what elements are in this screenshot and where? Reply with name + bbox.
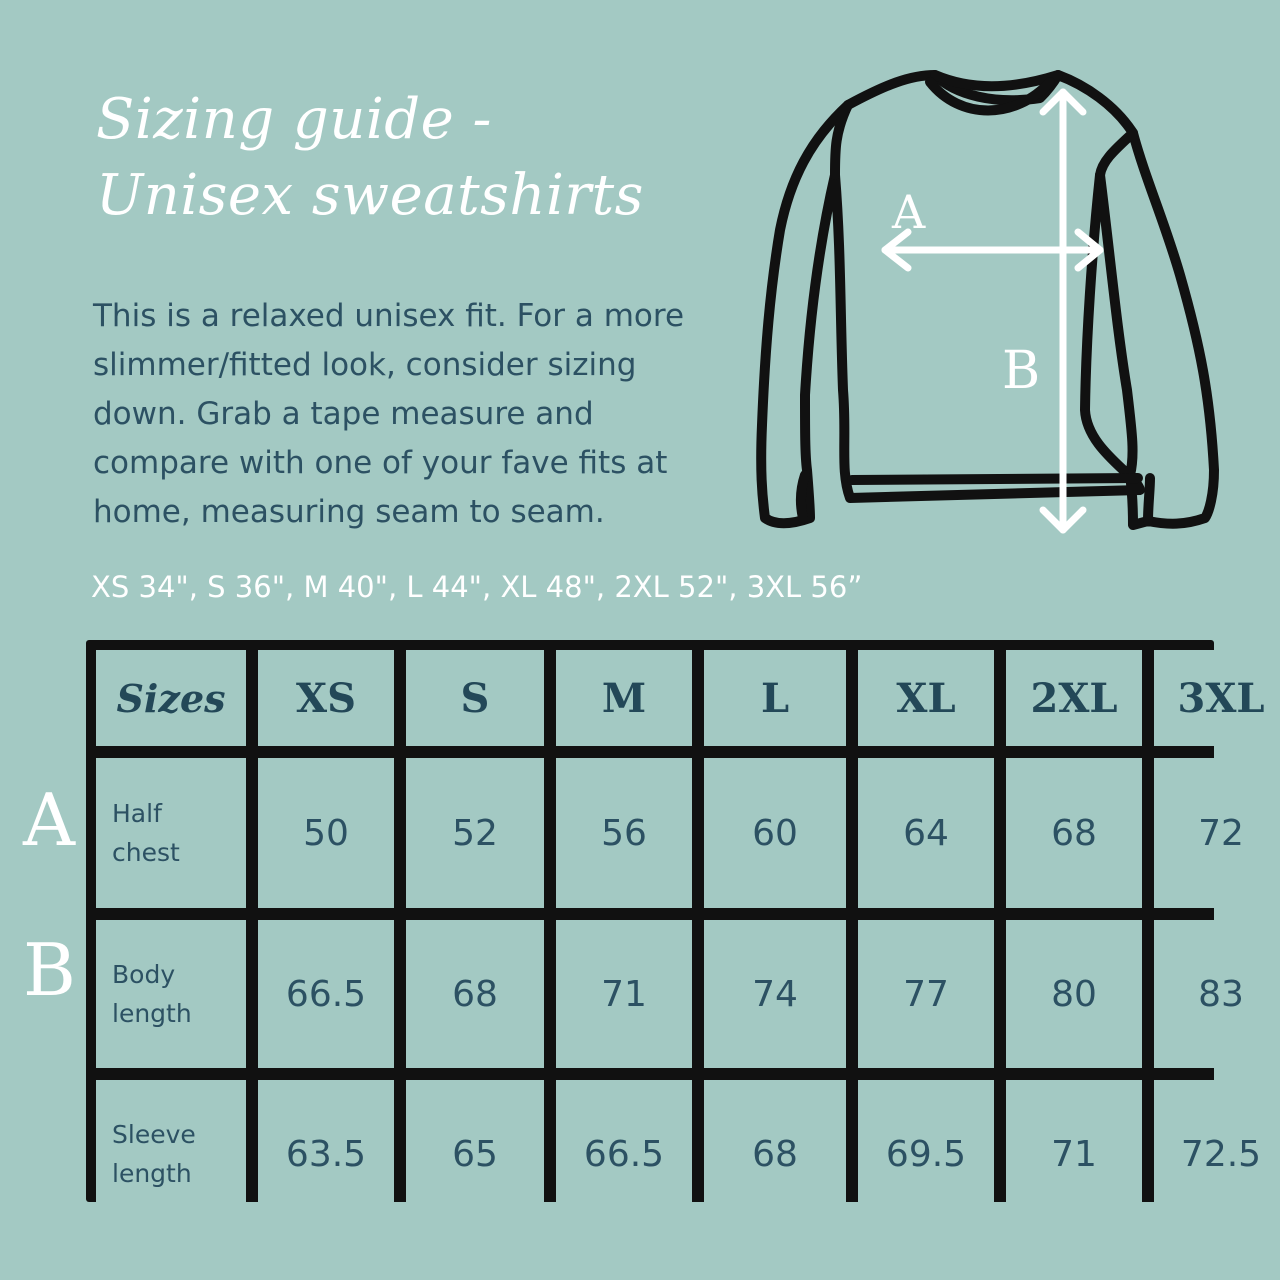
size-chart-table — [86, 640, 1265, 1202]
header-size-m: M — [556, 650, 692, 746]
row-label-body-length — [96, 920, 246, 1068]
half-chest-xs: 50 — [258, 758, 394, 908]
half-chest-s: 52 — [406, 758, 544, 908]
body-length-3xl: 83 — [1154, 920, 1280, 1068]
row-label-text: Body length — [112, 960, 192, 1028]
header-size-2xl: 2XL — [1006, 650, 1142, 746]
half-chest-xl: 64 — [858, 758, 994, 908]
sleeve-length-s: 65 — [406, 1080, 544, 1228]
sleeve-length-xl: 69.5 — [858, 1080, 994, 1228]
diagram-label-b: B — [1002, 341, 1041, 401]
half-chest-2xl: 68 — [1006, 758, 1142, 908]
sleeve-length-m: 66.5 — [556, 1080, 692, 1228]
title-line-2: Unisex sweatshirts — [96, 163, 644, 228]
body-length-l: 74 — [704, 920, 846, 1068]
sleeve-length-xs: 63.5 — [258, 1080, 394, 1228]
page-title — [96, 82, 716, 234]
row-label-sleeve-length — [96, 1080, 246, 1228]
sleeve-length-l: 68 — [704, 1080, 846, 1228]
body-length-2xl: 80 — [1006, 920, 1142, 1068]
measurement-arrows — [885, 92, 1100, 530]
header-size-xs: XS — [258, 650, 394, 746]
body-length-xs: 66.5 — [258, 920, 394, 1068]
header-size-3xl: 3XL — [1154, 650, 1280, 746]
half-chest-3xl: 72 — [1154, 758, 1280, 908]
fit-description: This is a relaxed unisex fit. For a more slimmer/fitted look, consider sizing down. Grab a tape measure and compare with one of your fave fits at home, measuring seam to seam. — [93, 298, 685, 530]
diagram-label-a: A — [892, 185, 926, 239]
header-size-l: L — [704, 650, 846, 746]
sweatshirt-outline — [761, 75, 1214, 525]
row-label-half-chest — [96, 758, 246, 908]
row-label-text: Sleeve length — [112, 1120, 196, 1188]
title-line-1: Sizing guide - — [96, 87, 492, 152]
row-marker-a: A — [23, 778, 75, 862]
sleeve-length-2xl: 71 — [1006, 1080, 1142, 1228]
header-sizes: Sizes — [96, 650, 246, 746]
header-size-xl: XL — [858, 650, 994, 746]
sweatshirt-diagram — [740, 50, 1240, 570]
row-label-text: Half chest — [112, 799, 180, 867]
half-chest-m: 56 — [556, 758, 692, 908]
row-marker-b: B — [23, 928, 76, 1012]
half-chest-l: 60 — [704, 758, 846, 908]
header-size-s: S — [406, 650, 544, 746]
body-length-xl: 77 — [858, 920, 994, 1068]
size-summary: XS 34", S 36", M 40", L 44", XL 48", 2XL 52", 3XL 56” — [91, 570, 863, 604]
body-length-s: 68 — [406, 920, 544, 1068]
body-length-m: 71 — [556, 920, 692, 1068]
sleeve-length-3xl: 72.5 — [1154, 1080, 1280, 1228]
